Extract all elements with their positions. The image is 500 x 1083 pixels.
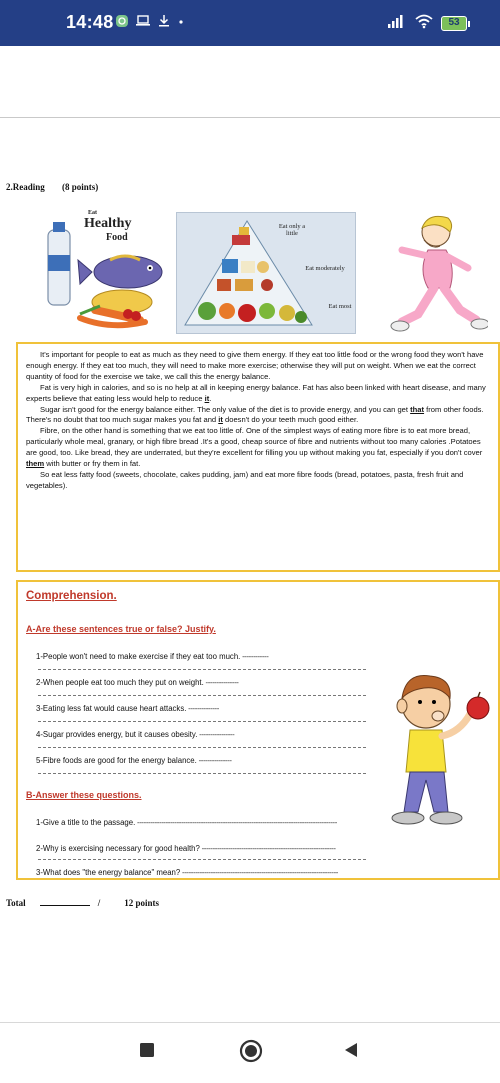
status-bar — [0, 0, 500, 46]
section-b-heading: B-Answer these questions. — [26, 790, 142, 800]
battery-level: 53 — [441, 16, 467, 31]
worksheet — [0, 160, 500, 920]
back-triangle-icon — [342, 1041, 360, 1059]
question-a4: 4-Sugar provides energy, but it causes obesity. ---------------- — [36, 730, 235, 739]
back-button[interactable] — [342, 1041, 360, 1064]
passage-paragraph-3: Sugar isn't good for the energy balance either. The only value of the diet is to provide energy, and you can get that from other foods. There's no doubt that too much sugar makes you fat and it doesn't do your teeth much good either. — [26, 404, 484, 425]
section-heading — [6, 182, 98, 192]
pyramid-label-top: Eat only a little — [278, 223, 306, 237]
question-a3: 3-Eating less fat would cause heart attacks. -------------- — [36, 704, 219, 713]
app-notification-icon — [115, 14, 129, 33]
divider — [0, 117, 500, 118]
pyramid-label-bottom: Eat most — [328, 303, 352, 310]
jogging-girl-illustration — [388, 210, 488, 338]
total-blank — [40, 898, 90, 906]
question-b2: 2-Why is exercising necessary for good health? ------------------------------------------------------------- — [36, 844, 336, 853]
total-slash: / — [97, 898, 101, 908]
status-time: 14:48 — [66, 12, 114, 32]
battery-icon — [441, 16, 470, 31]
total-score — [6, 898, 159, 908]
passage-paragraph-5: So eat less fatty food (sweets, chocolate, cakes pudding, jam) and eat more fibre foods (bread, potatoes, pasta, fresh fruit and vegetables). — [26, 469, 464, 490]
dot-icon — [177, 14, 185, 33]
food-pyramid-image — [176, 212, 356, 334]
circle-icon — [239, 1039, 263, 1063]
logo-healthy: Healthy — [84, 216, 132, 231]
question-a1: 1-People won't need to make exercise if they eat too much. ------------ — [36, 652, 269, 661]
section-title: 2.Reading — [6, 182, 45, 192]
question-b1: 1-Give a title to the passage. ------------------------------------------------------------------------------------------- — [36, 818, 337, 827]
total-label: Total — [6, 898, 26, 908]
passage-paragraph-1: It's important for people to eat as much as they need to give them energy. If they eat too little food or the wrong food they won't have enough energy. If they eat too much, they will need to make more exercise; otherwise they will put on weight. When we eat the correct quantity of food for the exercise we take, we call this the energy balance. — [26, 350, 484, 381]
boy-eating-apple-illustration — [380, 662, 498, 842]
comprehension-box — [16, 580, 500, 880]
wifi-icon — [414, 13, 434, 34]
navigation-bar — [0, 1023, 500, 1083]
logo-eat: Eat — [88, 210, 97, 216]
download-icon — [157, 14, 171, 33]
logo-food: Food — [106, 232, 128, 243]
question-a2: 2-When people eat too much they put on weight. --------------- — [36, 678, 239, 687]
reading-passage-box — [16, 342, 500, 572]
passage-paragraph-4: Fibre, on the other hand is something that we eat too little of. One of the simplest ways of eating more fibre is to eat more bread, particularly whole meal, granary, or high fibre bread .It's a good, cheap source of fibre and nutrients without too many calories .Potatoes are good, too. Like bread, they are underrated, but they're excellent for filling you up without making you fat, especially if you don't cover them with butter or fry them in fat. — [26, 426, 483, 469]
cellular-signal-icon — [387, 13, 407, 34]
total-points: 12 points — [124, 898, 159, 908]
section-a-heading: A-Are these sentences true or false? Justify. — [26, 624, 216, 634]
passage-paragraph-2: Fat is very high in calories, and so is no help at all in keeping energy balance. Fat has also been linked with heart disease, and many experts believe that eating less would help to reduce it. — [26, 382, 486, 403]
comprehension-title: Comprehension. — [26, 590, 117, 602]
home-button[interactable] — [239, 1039, 263, 1068]
section-points: (8 points) — [62, 182, 99, 192]
healthy-food-illustration — [40, 210, 170, 335]
question-b3: 3-What does "the energy balance" mean? ----------------------------------------------------------------------- — [36, 868, 338, 877]
pyramid-label-middle: Eat moderately — [305, 265, 345, 272]
square-icon — [138, 1041, 156, 1059]
laptop-icon — [135, 14, 151, 33]
recent-apps-button[interactable] — [138, 1041, 156, 1064]
question-a5: 5-Fibre foods are good for the energy balance. --------------- — [36, 756, 232, 765]
